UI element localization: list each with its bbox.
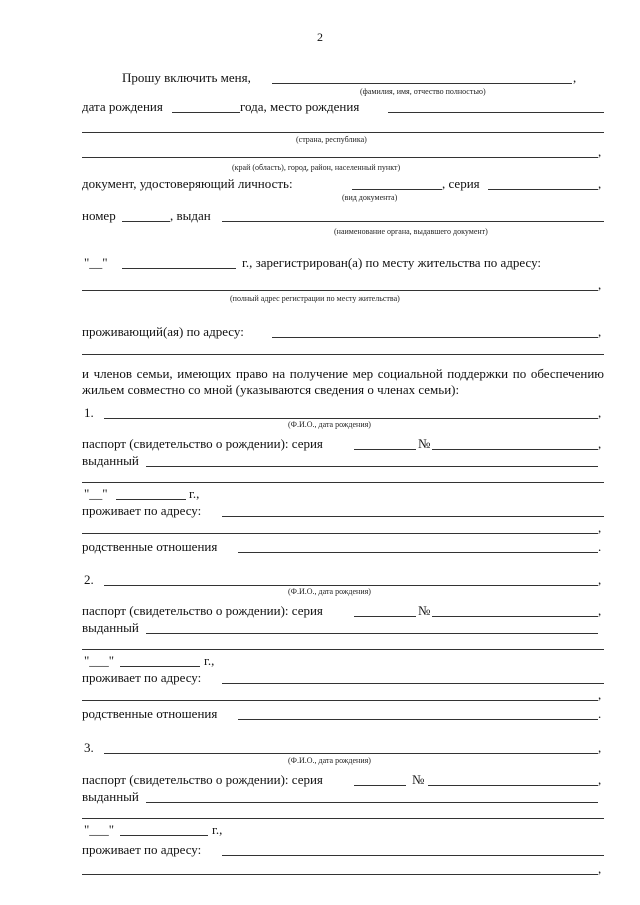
issuer-hint: (наименование органа, выдавшего документ) — [334, 227, 488, 236]
member-2-issued-label: выданный — [82, 620, 139, 635]
member-1-series-field[interactable] — [354, 449, 416, 450]
member-2-lives-label: проживает по адресу: — [82, 670, 202, 685]
member-2-passport-number-field[interactable] — [432, 616, 598, 617]
member-3-address-field-2[interactable] — [82, 874, 598, 875]
family-paragraph: и членов семьи, имеющих право на получение мер социальной поддержки по обеспечению жильем совместно со мной (указываются сведения о членах семьи): — [82, 366, 604, 397]
birth-date-field[interactable] — [172, 112, 240, 113]
member-1-relation-field[interactable] — [238, 552, 598, 553]
member-3-fio-field[interactable] — [104, 753, 598, 754]
member-2-relation-field[interactable] — [238, 719, 598, 720]
member-2-address-field-2[interactable] — [82, 700, 598, 701]
issued-by-label: , выдан — [170, 208, 211, 223]
member-3-year: г., — [212, 822, 223, 837]
member-3-passport-label: паспорт (свидетельство о рождении): серия — [82, 772, 323, 787]
member-1-number: 1. — [84, 405, 94, 420]
id-document-label: документ, удостоверяющий личность: — [82, 176, 293, 191]
member-2-series-field[interactable] — [354, 616, 416, 617]
member-3-date-quote: "___" — [84, 822, 115, 837]
member-2-relation-label: родственные отношения — [82, 706, 218, 721]
member-2-issued-field[interactable] — [146, 633, 598, 634]
doc-kind-hint: (вид документа) — [342, 193, 398, 202]
member-1-passport-number-field[interactable] — [432, 449, 598, 450]
member-2-passport-label: паспорт (свидетельство о рождении): серия — [82, 603, 323, 618]
member-3-number: 3. — [84, 740, 94, 755]
country-field[interactable] — [82, 132, 604, 133]
doc-number-field[interactable] — [122, 221, 170, 222]
doc-series-field[interactable] — [488, 189, 598, 190]
member-2-number-sign: № — [418, 603, 431, 618]
member-2-number: 2. — [84, 572, 94, 587]
member-2-fio-hint: (Ф.И.О., дата рождения) — [288, 587, 371, 596]
member-1-address-field[interactable] — [222, 516, 604, 517]
country-hint: (страна, республика) — [296, 135, 367, 144]
fio-hint: (фамилия, имя, отчество полностью) — [360, 87, 486, 96]
birthplace-label: года, место рождения — [240, 99, 360, 114]
series-label: , серия — [442, 176, 480, 191]
region-hint: (край (область), город, район, населенный пункт) — [232, 163, 401, 172]
member-1-issued-field-2[interactable] — [82, 482, 604, 483]
member-2-year: г., — [204, 653, 215, 668]
member-3-fio-hint: (Ф.И.О., дата рождения) — [288, 756, 371, 765]
member-3-issued-label: выданный — [82, 789, 139, 804]
registered-label: г., зарегистрирован(а) по месту жительства по адресу: — [242, 255, 542, 270]
member-3-issued-field[interactable] — [146, 802, 598, 803]
birth-date-label: дата рождения — [82, 99, 163, 114]
member-3-lives-label: проживает по адресу: — [82, 842, 202, 857]
member-3-number-sign: № — [412, 772, 425, 787]
member-3-address-field[interactable] — [222, 855, 604, 856]
member-1-address-field-2[interactable] — [82, 533, 598, 534]
number-label: номер — [82, 208, 116, 223]
member-1-fio-field[interactable] — [104, 418, 598, 419]
issue-date-field[interactable] — [122, 268, 236, 269]
member-3-issued-field-2[interactable] — [82, 818, 604, 819]
member-1-fio-hint: (Ф.И.О., дата рождения) — [288, 420, 371, 429]
member-1-date-field[interactable] — [116, 499, 186, 500]
member-1-date-quote: "__" — [84, 486, 108, 501]
member-3-date-field[interactable] — [120, 835, 208, 836]
residence-address-field-2[interactable] — [82, 354, 604, 355]
request-text: Прошу включить меня, — [122, 70, 251, 85]
registration-address-field[interactable] — [82, 290, 598, 291]
page-number: 2 — [317, 30, 323, 44]
member-1-relation-label: родственные отношения — [82, 539, 218, 554]
member-1-issued-field[interactable] — [146, 466, 598, 467]
member-2-issued-field-2[interactable] — [82, 649, 604, 650]
issuer-field[interactable] — [222, 221, 604, 222]
member-3-passport-number-field[interactable] — [428, 785, 598, 786]
issue-date-quote: "__" — [84, 255, 108, 270]
doc-kind-field[interactable] — [352, 189, 442, 190]
member-2-address-field[interactable] — [222, 683, 604, 684]
member-1-passport-label: паспорт (свидетельство о рождении): серия — [82, 436, 323, 451]
region-field[interactable] — [82, 157, 598, 158]
member-1-year: г., — [189, 486, 200, 501]
member-2-date-field[interactable] — [120, 666, 200, 667]
birthplace-field[interactable] — [388, 112, 604, 113]
member-1-number-sign: № — [418, 436, 431, 451]
member-2-date-quote: "___" — [84, 653, 115, 668]
member-2-fio-field[interactable] — [104, 585, 598, 586]
address-hint: (полный адрес регистрации по месту жительства) — [230, 294, 400, 303]
residence-address-field[interactable] — [272, 337, 598, 338]
member-1-issued-label: выданный — [82, 453, 139, 468]
member-1-lives-label: проживает по адресу: — [82, 503, 202, 518]
residing-label: проживающий(ая) по адресу: — [82, 324, 244, 339]
member-3-series-field[interactable] — [354, 785, 406, 786]
fio-field[interactable] — [272, 83, 572, 84]
